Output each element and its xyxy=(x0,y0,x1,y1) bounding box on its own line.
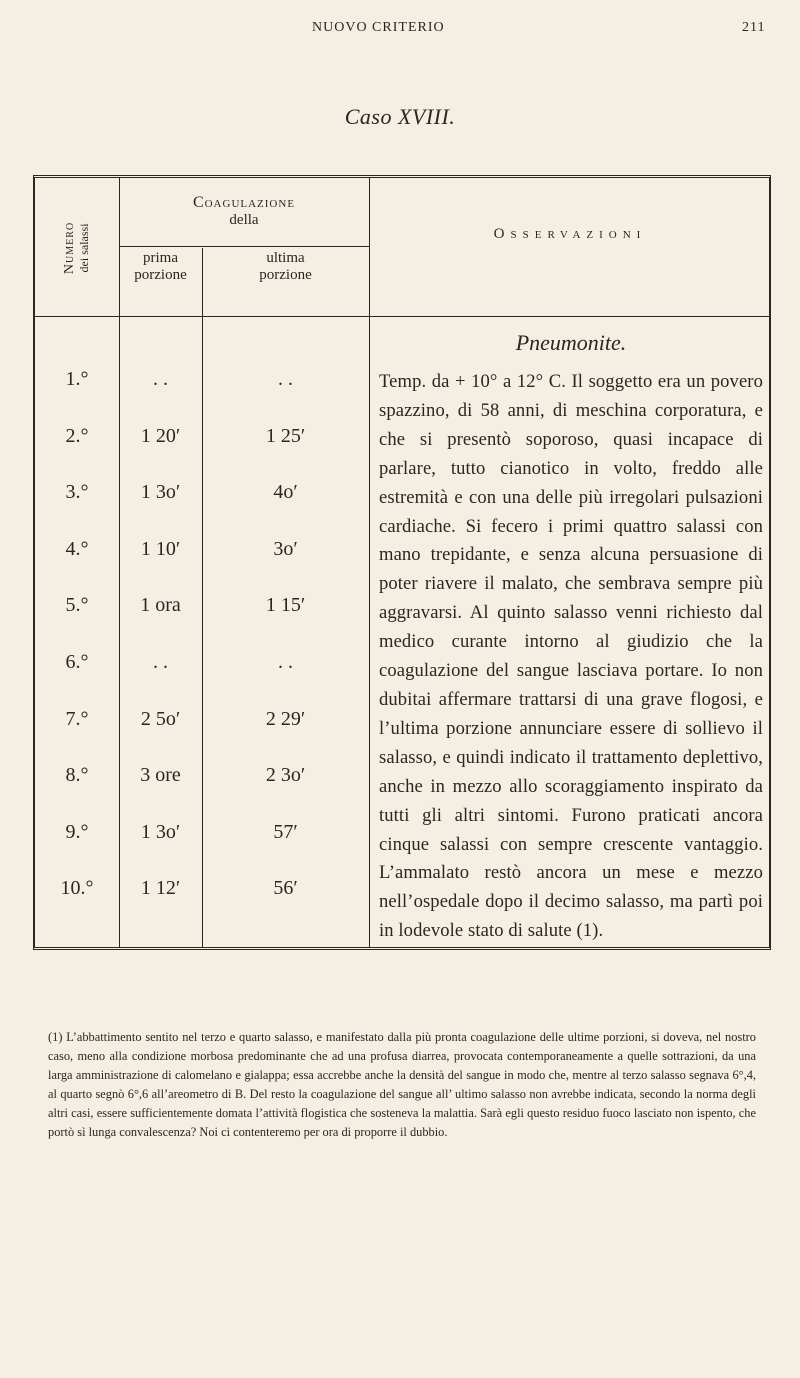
table-row xyxy=(35,594,369,620)
cell-prima-porzione: 1 3o′ xyxy=(140,481,181,504)
footnote: (1) L’abbattimento sentito nel terzo e quarto salasso, e manifestato dalla più pronta coagulazione delle ultime porzioni, si doveva, nel nostro caso, meno alla condizione morbosa predominante che ad una profusa diarrea, provocata contemporaneamente a quelle sottrazioni, da una larga amministrazione di calomelano e gialappa; essa accrebbe anche la densità del sangue in modo che, mentre al terzo salasso segnava 6°,4, al quarto segnò 6°,6 all’areometro di B. Del resto la coagulazione del sangue all’ ultimo salasso non avrebbe indicata, secondo la norma degli altri casi, essere sufficientemente domata l’attività flogistica che sosteneva la malattia. Sarà egli questo residuo fuoco lasciato non ispento, che portò sì lunga convalescenza? Noi ci contenteremo per ora di proporre il dubbio. xyxy=(48,1030,756,1139)
cell-ultima-porzione: 2 29′ xyxy=(265,707,306,730)
cell-salasso-number: 2.° xyxy=(65,424,89,447)
cell-ultima-porzione: 56′ xyxy=(273,877,298,900)
cell-salasso-number: 5.° xyxy=(65,594,89,617)
cell-prima-porzione: 1 ora xyxy=(140,594,181,617)
cell-prima-porzione: 3 ore xyxy=(140,764,181,787)
cell-salasso-number: 3.° xyxy=(65,481,89,504)
table-row xyxy=(35,425,369,451)
header-prima-porzione xyxy=(119,250,202,285)
cell-salasso-number: 6.° xyxy=(65,651,89,673)
table-row xyxy=(35,538,369,564)
cell-ultima-porzione: . . xyxy=(278,651,293,673)
table-row xyxy=(35,368,369,394)
cell-salasso-number: 9.° xyxy=(65,820,89,843)
column-divider xyxy=(369,178,370,947)
header-ultima-porzione xyxy=(202,250,369,285)
cell-ultima-porzione: 2 3o′ xyxy=(265,764,306,787)
cell-ultima-porzione: 3o′ xyxy=(273,537,298,560)
table-row xyxy=(35,877,369,903)
cell-ultima-porzione: 4o′ xyxy=(273,481,298,504)
header-della-label: della xyxy=(229,211,259,228)
cell-prima-porzione: . . xyxy=(153,651,168,673)
header-osservazioni: Osservazioni xyxy=(493,226,647,242)
case-title: Caso XVIII. xyxy=(344,104,456,129)
table-row xyxy=(35,651,369,677)
cell-ultima-porzione: 1 15′ xyxy=(265,594,306,617)
header-numero xyxy=(35,178,119,318)
page-number: 211 xyxy=(742,20,766,35)
header-prima-line1: prima xyxy=(143,250,178,266)
running-head xyxy=(0,20,800,40)
table-row xyxy=(35,821,369,847)
cell-ultima-porzione: 1 25′ xyxy=(265,424,306,447)
cell-prima-porzione: 1 3o′ xyxy=(140,820,181,843)
running-title: NUOVO CRITERIO xyxy=(312,20,445,35)
cell-ultima-porzione: . . xyxy=(278,368,293,390)
header-coagulazione xyxy=(119,194,369,228)
cell-salasso-number: 10.° xyxy=(60,877,94,900)
table-row xyxy=(35,764,369,790)
cell-salasso-number: 1.° xyxy=(65,368,89,390)
observations-heading: Pneumonite. xyxy=(515,330,627,355)
cell-salasso-number: 7.° xyxy=(65,707,89,730)
cell-prima-porzione: 1 10′ xyxy=(140,537,181,560)
header-rule xyxy=(35,316,769,317)
observations-text: Temp. da + 10° a 12° C. Il soggetto era un povero spazzino, di 58 anni, di meschina corporatura, e che si presentò soporoso, quasi incapace di parlare, tutto cianotico in volto, freddo alle estremità e con una delle più irregolari pulsazioni cardiache. Si fecero i primi quattro salassi con mano trepidante, e senza alcuna persuasione di poter riavere il malato, che sembrava sempre più aggravarsi. Al quinto salasso venni richiesto dal medico curante intorno al giudizio che la coagulazione del sangue lasciava portare. Io non dubitai affermare trattarsi di una grave flogosi, e l’ultima porzione annunciare essere di sollievo il salasso, e quindi indicato il trattamento deplettivo, anche in mezzo allo scoraggiamento inspirato da tutti gli altri sintomi. Furono praticati ancora cinque salassi con sempre crescente vantaggio. L’ammalato restò ancora un mese e mezzo nell’ospedale dopo il decimo salasso, ma partì poi in lodevole stato di salute (1). xyxy=(379,371,763,942)
observations-cell xyxy=(379,330,763,946)
cell-salasso-number: 4.° xyxy=(65,537,89,560)
table-row xyxy=(35,481,369,507)
subheader-rule xyxy=(119,246,369,247)
cell-prima-porzione: 1 12′ xyxy=(140,877,181,900)
table-row xyxy=(35,708,369,734)
cell-prima-porzione: . . xyxy=(153,368,168,390)
header-ultima-line1: ultima xyxy=(266,250,305,266)
header-numero-line2: dei salassi xyxy=(77,223,92,273)
header-ultima-line2: porzione xyxy=(259,267,312,284)
header-numero-line1: Numero xyxy=(62,221,78,275)
cell-salasso-number: 8.° xyxy=(65,764,89,787)
cell-prima-porzione: 2 5o′ xyxy=(140,707,181,730)
cell-prima-porzione: 1 20′ xyxy=(140,424,181,447)
data-table xyxy=(33,175,771,950)
cell-ultima-porzione: 57′ xyxy=(273,820,298,843)
header-coagulazione-label: Coagulazione xyxy=(192,194,296,211)
header-prima-line2: porzione xyxy=(134,267,187,284)
